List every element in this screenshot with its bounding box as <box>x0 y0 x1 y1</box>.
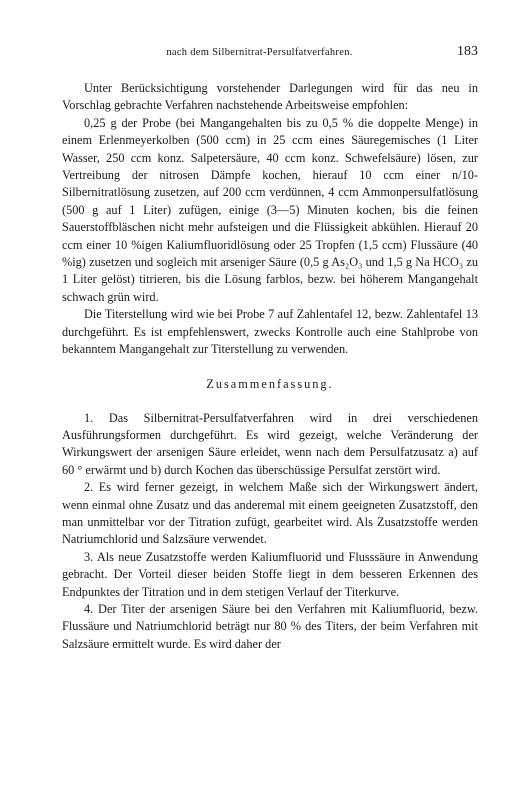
paragraph-intro: Unter Berücksichtigung vorstehender Darlegungen wird für das neu in Vorschlag gebrachte Verfahren nachstehende Arbeitsweise empfohlen: <box>62 81 478 113</box>
summary-item-1: 1. Das Silbernitrat-Persulfatverfahren wird in drei verschiedenen Ausführungsformen durchgeführt. Es wird gezeigt, welche Veränderung der Wirkungswert der arsenigen Säure erleidet, wenn nach dem Persulfatzusatz a) auf 60 ° erwärmt und b) durch Kochen das überschüssige Persulfat zerstört wird. <box>62 410 478 477</box>
section-title: Zusammenfassung. <box>206 376 334 391</box>
running-head: nach dem Silbernitrat-Persulfatverfahren. <box>166 47 353 58</box>
paragraph-titration: Die Titerstellung wird wie bei Probe 7 auf Zahlentafel 12, bezw. Zahlentafel 13 durchgeführt. Es ist empfehlenswert, zwecks Kontrolle auch eine Stahlprobe von bekanntem Mangangehalt zur Titerstellung zu verwenden. <box>62 307 478 357</box>
summary-item-2: 2. Es wird ferner gezeigt, in welchem Maße sich der Wirkungswert ändert, wenn einmal ohne Zusatz und das anderemal mit einem geeigneten Zusatzstoff, den man unmittelbar vor der Titration zufügt, gearbeitet wird. Als Zusatzstoffe werden Natriumchlorid und Salzsäure verwendet. <box>62 480 478 547</box>
summary-item-3: 3. Als neue Zusatzstoffe werden Kaliumfluorid und Flusssäure in Anwendung gebracht. Der Vorteil dieser beiden Stoffe liegt in dem besseren Erkennen des Endpunktes der Titration und in dem stetigen Verlauf der Titerkurve. <box>62 549 478 599</box>
page-number: 183 <box>457 44 478 59</box>
summary-section <box>62 410 478 654</box>
page-header <box>62 44 478 60</box>
body-text-top <box>62 80 478 359</box>
summary-item-4: 4. Der Titer der arsenigen Säure bei den Verfahren mit Kaliumfluorid, bezw. Flussäure und Natriumchlorid beträgt nur 80 % des Titers, der beim Verfahren mit Salzsäure ermittelt wurde. Es wird daher der <box>62 601 478 651</box>
paragraph-procedure: 0,25 g der Probe (bei Mangangehalten bis zu 0,5 % die doppelte Menge) in einem Erlenmeyerkolben (500 ccm) in 25 ccm eines Säuregemisches (1 Liter Wasser, 250 ccm konz. Salpetersäure, 40 ccm konz. Schwefelsäure) lösen, zur Vertreibung der nitrosen Dämpfe kochen, hierauf 10 ccm einer n/10-Silbernitratlösung zusetzen, auf 200 ccm verdünnen, 4 ccm Ammonpersulfatlösung (500 g auf 1 Liter) zufügen, einige (3—5) Minuten kochen, bis die feinen Sauerstoffbläschen nicht mehr aufsteigen und die Flüssigkeit abkühlen. Hierauf 20 ccm einer 10 %igen Kaliumfluoridlösung oder 25 Tropfen (1,5 ccm) Flussäure (40 %ig) zusetzen und sogleich mit arseniger Säure (0,5 g As₂O₃ und 1,5 g Na HCO₃ zu 1 Liter gelöst) titrieren, bis die Lösung farblos, bezw. bei höherem Mangangehalt schwach grün wird. <box>62 115 478 304</box>
